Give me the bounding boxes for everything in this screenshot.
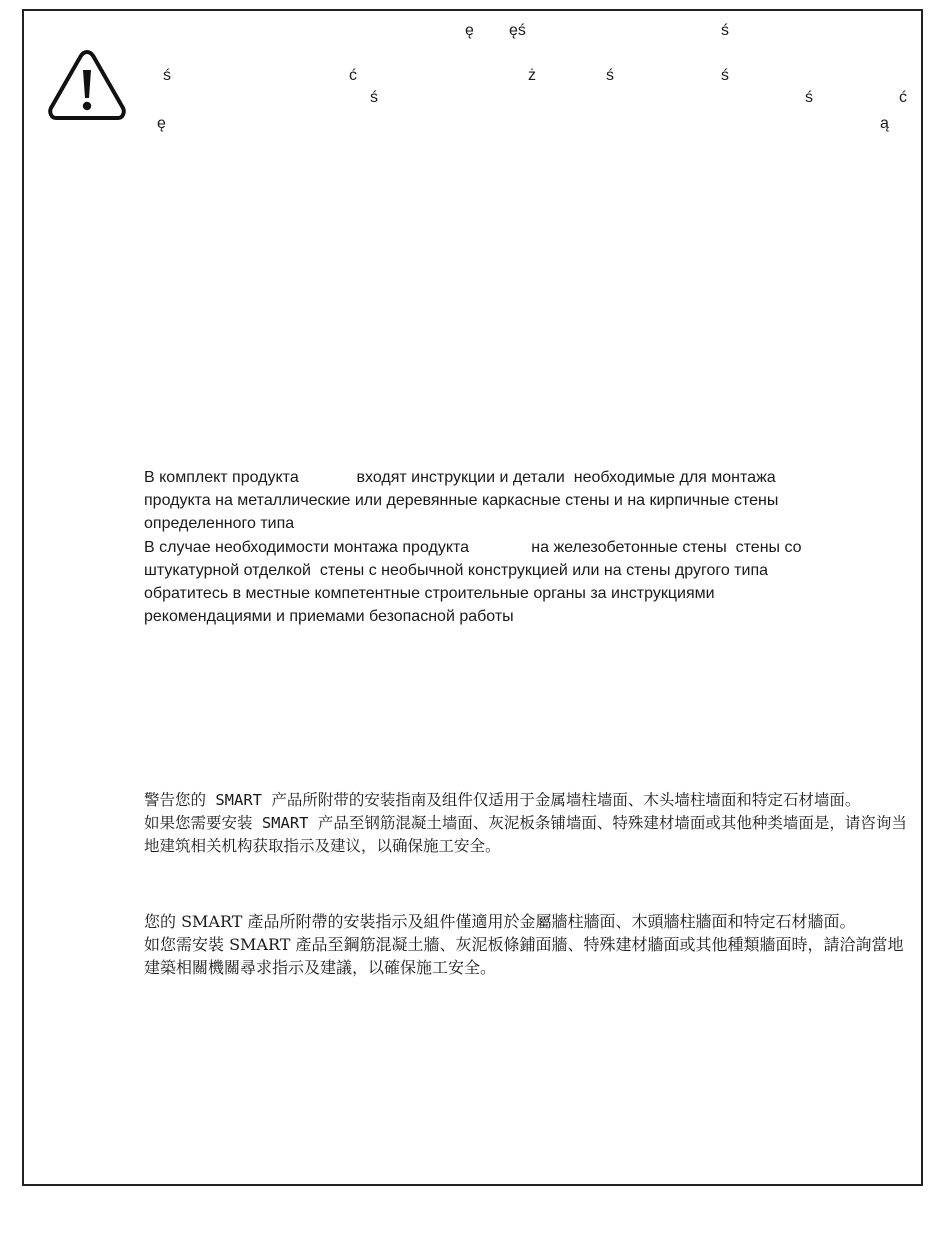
warning-triangle-icon (47, 48, 127, 122)
polish-fragment: ś (606, 67, 614, 84)
russian-line: продукта на металлические или деревянные каркасные стены и на кирпичные стены (144, 492, 779, 510)
polish-fragment: ć (899, 89, 907, 106)
russian-warning-text (144, 466, 919, 628)
polish-fragment: ę (465, 22, 474, 39)
traditional-chinese-paragraph: 如您需安裝 SMART 產品至鋼筋混凝土牆、灰泥板條鋪面牆、特殊建材牆面或其他種類牆面時，請洽詢當地建築相關機關尋求指示及建議，以確保施工安全。 (144, 935, 904, 977)
polish-fragment: ę (157, 115, 166, 132)
traditional-chinese-warning-text (144, 910, 914, 979)
simplified-chinese-warning-text (144, 789, 914, 858)
russian-line: обратитесь в местные компетентные строительные органы за инструкциями (144, 585, 715, 603)
russian-line: В случае необходимости монтажа продукта на железобетонные стены стены со (144, 538, 802, 556)
polish-fragment: ś (721, 22, 729, 39)
polish-fragment: ą (880, 115, 889, 132)
traditional-chinese-paragraph: 您的 SMART 產品所附帶的安裝指示及組件僅適用於金屬牆柱牆面、木頭牆柱牆面和特定石材牆面。 (144, 912, 856, 931)
polish-fragment: ż (528, 67, 536, 84)
polish-fragment: ś (805, 89, 813, 106)
polish-fragment: ś (721, 67, 729, 84)
polish-fragment: ęś (509, 22, 526, 39)
polish-fragment: ć (349, 67, 357, 84)
polish-fragment: ś (163, 67, 171, 84)
russian-line: В комплект продукта входят инструкции и детали необходимые для монтажа (144, 469, 776, 486)
polish-fragment: ś (370, 89, 378, 106)
russian-line: рекомендациями и приемами безопасной работы (144, 608, 514, 626)
simplified-chinese-paragraph: 警告您的 SMART 产品所附带的安装指南及组件仅适用于金属墙柱墙面、木头墙柱墙面和特定石材墙面。 (144, 791, 861, 809)
russian-line: определенного типа (144, 515, 295, 533)
simplified-chinese-paragraph: 如果您需要安装 SMART 产品至钢筋混凝土墙面、灰泥板条铺墙面、特殊建材墙面或其他种类墙面是，请咨询当地建筑相关机构获取指示及建议，以确保施工安全。 (144, 814, 907, 855)
russian-line: штукатурной отделкой стены с необычной конструкцией или на стены другого типа (144, 561, 768, 579)
